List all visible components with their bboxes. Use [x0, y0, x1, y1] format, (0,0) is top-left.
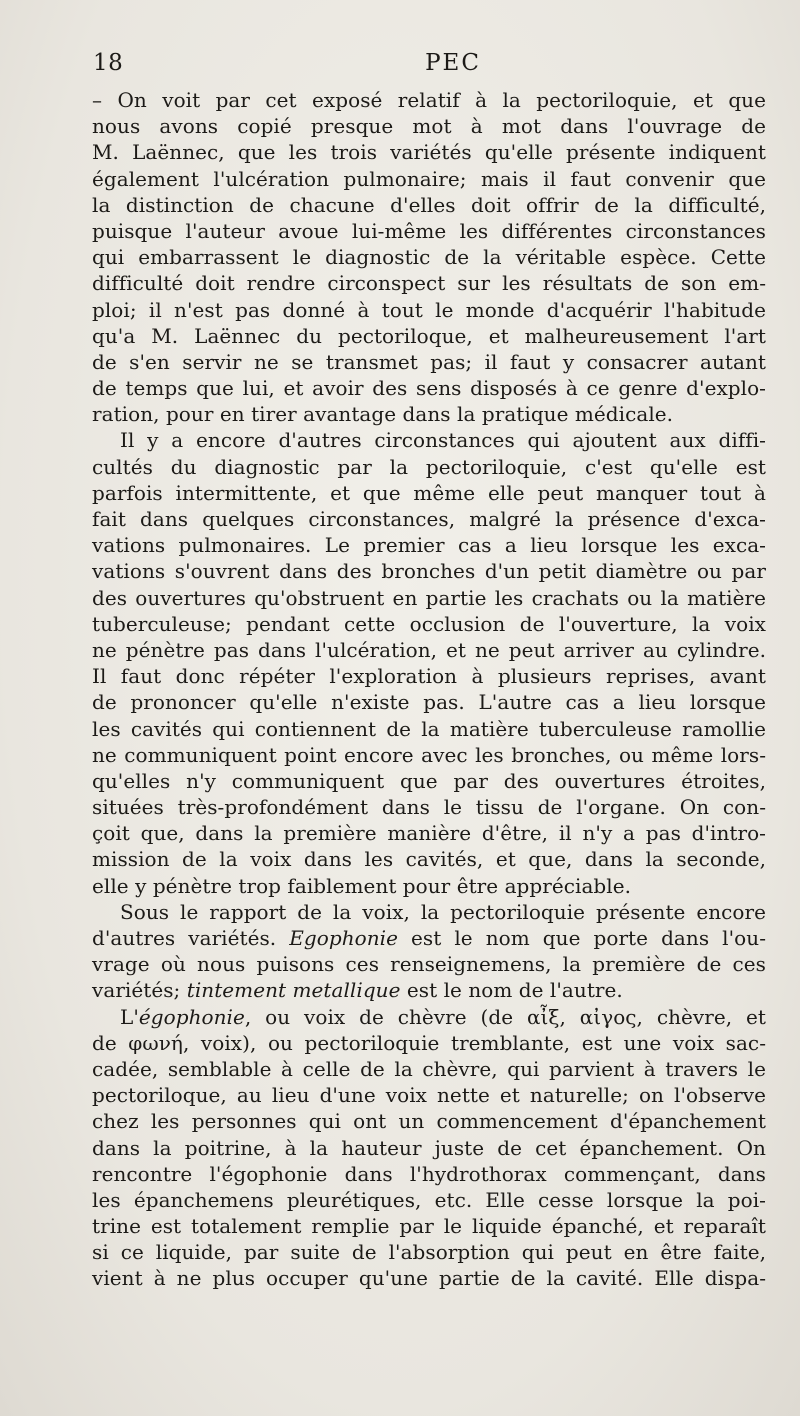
text-line — [92, 716, 766, 742]
text-line — [92, 558, 766, 584]
text-segment: est le nom que porte dans l'ou- — [397, 926, 766, 950]
text-segment: mission de la voix dans les cavités, et que, dans la seconde, — [92, 847, 766, 872]
text-line — [92, 977, 766, 1003]
text-line — [92, 663, 766, 689]
text-segment: puisque l'auteur avoue lui-même les différentes circonstances — [92, 218, 766, 243]
text-line — [92, 768, 766, 794]
text-segment: de s'en servir ne se transmet pas; il faut y consacrer autant — [92, 349, 766, 374]
text-segment: Il faut donc répéter l'exploration à plusieurs reprises, avant — [92, 664, 766, 689]
text-line — [92, 637, 766, 663]
text-segment: ploi; il n'est pas donné à tout le monde d'acquérir l'habitude — [92, 297, 766, 322]
text-line — [92, 1082, 766, 1108]
text-segment: cadée, semblable à celle de la chèvre, qui parvient à travers le — [92, 1056, 766, 1081]
text-segment: de temps que lui, et avoir des sens disposés à ce genre d'explo- — [92, 376, 766, 401]
text-segment: dans la poitrine, à la hauteur juste de cet épanchement. On — [92, 1135, 766, 1160]
text-line — [92, 1161, 766, 1187]
italic-term: Egophonie — [289, 926, 398, 950]
text-segment: d'autres variétés. — [92, 926, 290, 950]
text-segment: L' — [120, 1004, 139, 1029]
text-segment: tuberculeuse; pendant cette occlusion de l'ouverture, la voix — [92, 611, 766, 636]
text-segment: M. Laënnec, que les trois variétés qu'elle présente indiquent — [92, 140, 766, 165]
text-line — [92, 899, 766, 925]
text-segment: qu'elles n'y communiquent que par des ouvertures étroites, — [92, 768, 766, 793]
text-line — [92, 585, 766, 611]
text-segment: situées très-profondément dans le tissu de l'organe. On con- — [92, 795, 766, 820]
text-segment: les épanchemens pleurétiques, etc. Elle cesse lorsque la poi- — [92, 1187, 766, 1212]
text-segment: fait dans quelques circonstances, malgré la présence d'exca- — [92, 507, 766, 531]
text-segment: chez les personnes qui ont un commencement d'épanchement — [92, 1109, 766, 1134]
text-line — [92, 427, 766, 453]
text-line — [92, 689, 766, 715]
text-segment: difficulté doit rendre circonspect sur les résultats de son em- — [92, 271, 766, 296]
text-segment: ne pénètre pas dans l'ulcération, et ne peut arriver au cylindre. — [92, 637, 766, 662]
text-segment: trine est totalement remplie par le liquide épanché, et reparaît — [92, 1214, 766, 1239]
text-line — [92, 1030, 766, 1056]
text-segment: Sous le rapport de la voix, la pectoriloquie présente encore — [120, 899, 766, 924]
text-line — [92, 846, 766, 872]
body-text — [92, 87, 766, 1292]
text-segment: vations pulmonaires. Le premier cas a lieu lorsque les exca- — [92, 533, 766, 558]
page-number: 18 — [93, 50, 124, 76]
text-line — [92, 480, 766, 506]
text-segment: çoit que, dans la première manière d'être, il n'y a pas d'intro- — [92, 821, 766, 846]
text-line — [92, 506, 766, 532]
text-segment: également l'ulcération pulmonaire; mais il faut convenir que — [92, 166, 766, 191]
italic-term: tintement metallique — [186, 978, 401, 1003]
text-segment: la distinction de chacune d'elles doit offrir de la difficulté, — [92, 192, 766, 217]
text-segment: pectoriloque, au lieu d'une voix nette et naturelle; on l'observe — [92, 1083, 766, 1108]
text-line — [92, 1135, 766, 1161]
text-segment: de φωνή, voix), ou pectoriloquie tremblante, est une voix sac- — [92, 1030, 766, 1055]
text-line — [92, 113, 766, 139]
text-line — [92, 794, 766, 820]
text-line — [92, 87, 766, 113]
text-segment: les cavités qui contiennent de la matière tuberculeuse ramollie — [92, 716, 766, 741]
text-line — [92, 323, 766, 349]
text-segment: vrage où nous puisons ces renseignemens, la première de ces — [92, 952, 766, 977]
text-segment: , ou voix de chèvre (de αἶξ, αἰγος, chèvre, et — [244, 1004, 766, 1029]
text-segment: Il y a encore d'autres circonstances qui ajoutent aux diffi- — [120, 428, 766, 453]
text-line — [92, 1108, 766, 1134]
text-segment: elle y pénètre trop faiblement pour être appréciable. — [92, 873, 632, 898]
text-line — [92, 192, 766, 218]
text-line — [92, 270, 766, 296]
text-line — [92, 532, 766, 558]
text-segment: cultés du diagnostic par la pectoriloquie, c'est qu'elle est — [92, 454, 766, 479]
text-segment: des ouvertures qu'obstruent en partie les crachats ou la matière — [92, 585, 766, 610]
text-line — [92, 139, 766, 165]
text-segment: parfois intermittente, et que même elle peut manquer tout à — [92, 480, 766, 505]
text-segment: ration, pour en tirer avantage dans la pratique médicale. — [92, 402, 674, 427]
text-line — [92, 349, 766, 375]
text-line — [92, 1213, 766, 1239]
italic-term: égophonie — [138, 1004, 245, 1029]
text-line — [92, 742, 766, 768]
text-segment: vient à ne plus occuper qu'une partie de la cavité. Elle dispa- — [92, 1266, 766, 1291]
text-line — [92, 297, 766, 323]
text-segment: qui embarrassent le diagnostic de la véritable espèce. Cette — [92, 245, 766, 270]
text-line — [92, 454, 766, 480]
text-line — [92, 925, 766, 951]
text-line — [92, 1004, 766, 1030]
running-head: PEC — [425, 50, 481, 76]
text-segment: si ce liquide, par suite de l'absorption qui peut en être faite, — [92, 1240, 766, 1265]
text-line — [92, 951, 766, 977]
text-segment: nous avons copié presque mot à mot dans l'ouvrage de — [92, 114, 766, 139]
text-segment: – On voit par cet exposé relatif à la pectoriloquie, et que — [92, 88, 766, 112]
text-line — [92, 873, 766, 899]
text-segment: qu'a M. Laënnec du pectoriloque, et malheureusement l'art — [92, 323, 766, 348]
text-segment: ne communiquent point encore avec les bronches, ou même lors- — [92, 742, 766, 767]
text-line — [92, 1239, 766, 1265]
text-segment: vations s'ouvrent dans des bronches d'un petit diamètre ou par — [92, 559, 766, 584]
text-line — [92, 1056, 766, 1082]
page-header — [93, 50, 773, 84]
text-segment: est le nom de l'autre. — [400, 978, 623, 1003]
text-line — [92, 166, 766, 192]
text-line — [92, 244, 766, 270]
text-line — [92, 1187, 766, 1213]
text-line — [92, 375, 766, 401]
text-line — [92, 1265, 766, 1291]
text-line — [92, 820, 766, 846]
text-line — [92, 401, 766, 427]
text-line — [92, 218, 766, 244]
text-line — [92, 611, 766, 637]
text-segment: rencontre l'égophonie dans l'hydrothorax commençant, dans — [92, 1161, 766, 1186]
text-segment: de prononcer qu'elle n'existe pas. L'autre cas a lieu lorsque — [92, 690, 766, 715]
text-segment: variétés; — [92, 978, 187, 1003]
